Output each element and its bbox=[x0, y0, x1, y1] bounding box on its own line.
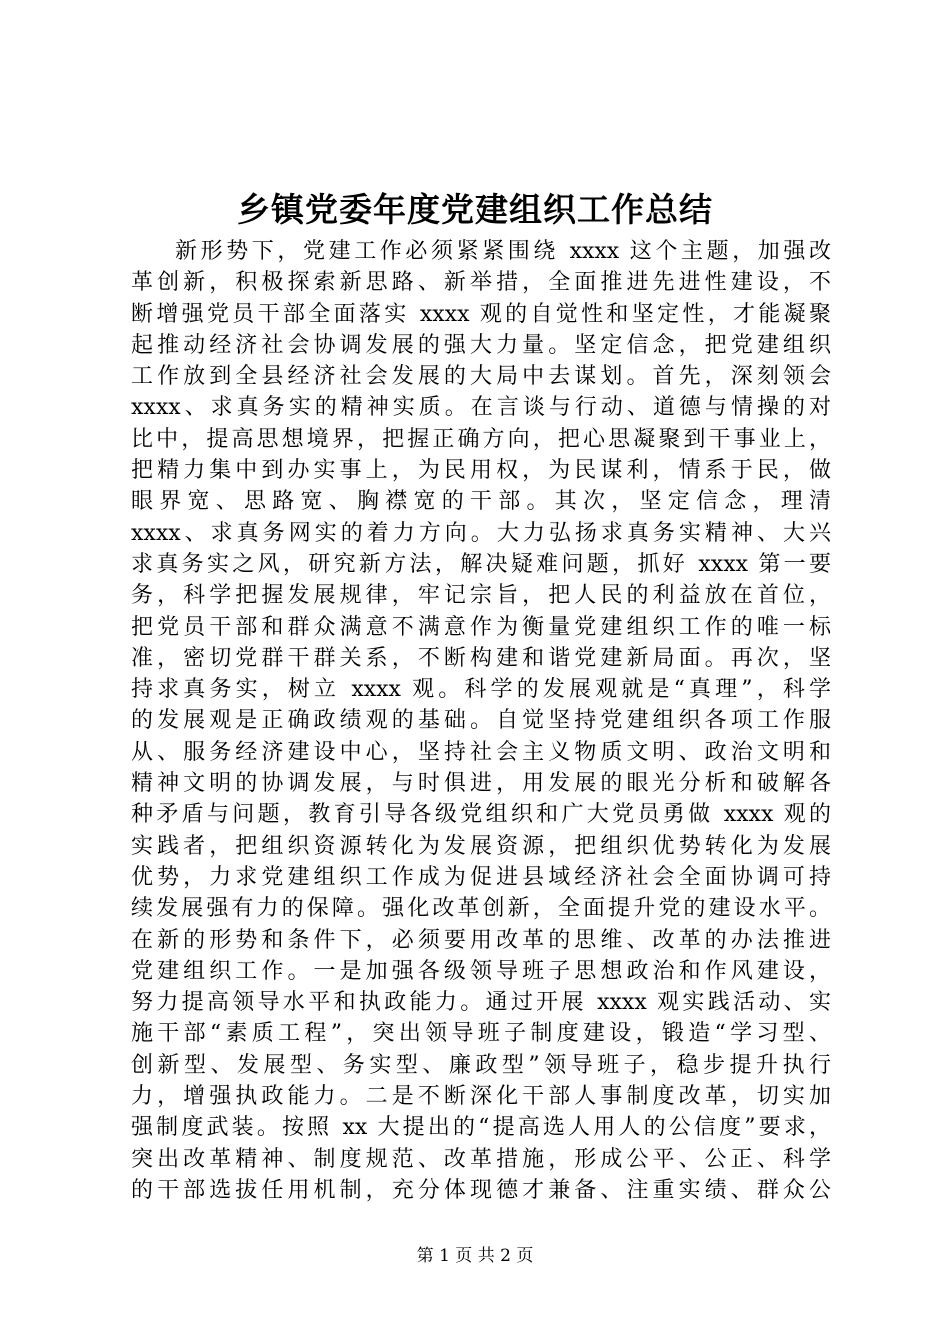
body-line: 革创新，积极探索新思路、新举措，全面推进先进性建设，不 bbox=[131, 270, 831, 296]
body-line: 力，增强执政能力。二是不断深化干部人事制度改革，切实加 bbox=[131, 1084, 831, 1110]
body-line: 强制度武装。按照 xx 大提出的“提高选人用人的公信度”要求， bbox=[131, 1115, 831, 1141]
body-line: 比中，提高思想境界，把握正确方向，把心思凝聚到干事业上， bbox=[131, 426, 831, 452]
body-line: 持求真务实，树立 xxxx 观。科学的发展观就是“真理”，科学 bbox=[131, 677, 831, 703]
body-line: 的干部选拔任用机制，充分体现德才兼备、注重实绩、群众公 bbox=[131, 1177, 831, 1203]
body-line: 精神文明的协调发展，与时俱进，用发展的眼光分析和破解各 bbox=[131, 771, 831, 797]
body-line: xxxx、求真务实的精神实质。在言谈与行动、道德与情操的对 bbox=[131, 395, 831, 421]
body-line: 实践者，把组织资源转化为发展资源，把组织优势转化为发展 bbox=[131, 833, 831, 859]
body-line: 务，科学把握发展规律，牢记宗旨，把人民的利益放在首位， bbox=[131, 583, 831, 609]
body-line: 创新型、发展型、务实型、廉政型”领导班子，稳步提升执行 bbox=[131, 1052, 831, 1078]
body-line: 准，密切党群干群关系，不断构建和谐党建新局面。再次，坚 bbox=[131, 645, 831, 671]
body-line: 求真务实之风，研究新方法，解决疑难问题，抓好 xxxx 第一要 bbox=[131, 551, 831, 577]
body-line: 的发展观是正确政绩观的基础。自觉坚持党建组织各项工作服 bbox=[131, 708, 831, 734]
page-footer: 第 1 页 共 2 页 bbox=[416, 1246, 534, 1266]
body-line: 把党员干部和群众满意不满意作为衡量党建组织工作的唯一标 bbox=[131, 614, 831, 640]
body-line: 工作放到全县经济社会发展的大局中去谋划。首先，深刻领会 bbox=[131, 364, 831, 390]
document-body bbox=[131, 236, 831, 1206]
body-line: 优势，力求党建组织工作成为促进县域经济社会全面协调可持 bbox=[131, 864, 831, 890]
body-line: 眼界宽、思路宽、胸襟宽的干部。其次，坚定信念，理清 bbox=[131, 489, 831, 515]
body-line: 起推动经济社会协调发展的强大力量。坚定信念，把党建组织 bbox=[131, 332, 831, 358]
body-line: 续发展强有力的保障。强化改革创新，全面提升党的建设水平。 bbox=[131, 896, 831, 922]
body-line: 努力提高领导水平和执政能力。通过开展 xxxx 观实践活动、实 bbox=[131, 990, 831, 1016]
body-line: 断增强党员干部全面落实 xxxx 观的自觉性和坚定性，才能凝聚 bbox=[131, 301, 831, 327]
body-line: 种矛盾与问题，教育引导各级党组织和广大党员勇做 xxxx 观的 bbox=[131, 802, 831, 828]
body-line: 施干部“素质工程”，突出领导班子制度建设，锻造“学习型、 bbox=[131, 1021, 831, 1047]
document-title: 乡镇党委年度党建组织工作总结 bbox=[237, 190, 713, 229]
body-line: 突出改革精神、制度规范、改革措施，形成公平、公正、科学 bbox=[131, 1146, 831, 1172]
body-line: 新形势下，党建工作必须紧紧围绕 xxxx 这个主题，加强改 bbox=[175, 239, 831, 264]
body-line: 在新的形势和条件下，必须要用改革的思维、改革的办法推进 bbox=[131, 927, 831, 953]
body-line: 从、服务经济建设中心，坚持社会主义物质文明、政治文明和 bbox=[131, 739, 831, 765]
body-line: 把精力集中到办实事上，为民用权，为民谋利，情系于民，做 bbox=[131, 458, 831, 484]
body-line: 党建组织工作。一是加强各级领导班子思想政治和作风建设， bbox=[131, 958, 831, 984]
body-line: xxxx、求真务网实的着力方向。大力弘扬求真务实精神、大兴 bbox=[131, 520, 831, 546]
